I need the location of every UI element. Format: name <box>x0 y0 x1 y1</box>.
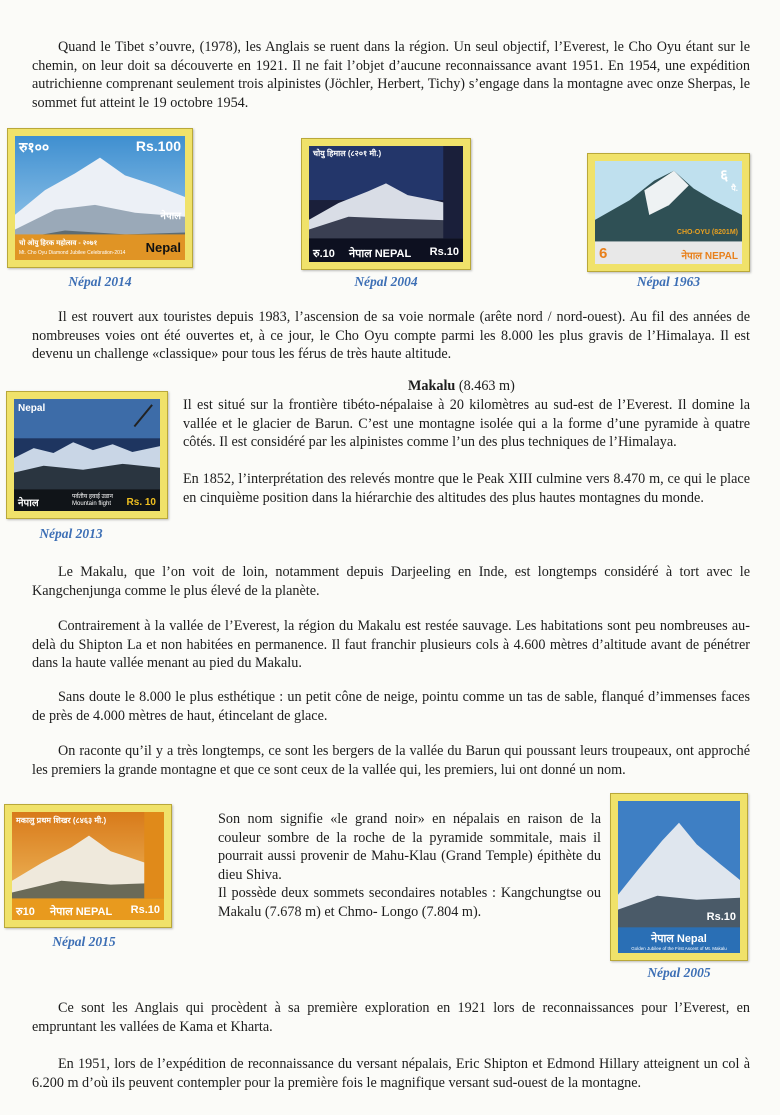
stamp-2013-country: Nepal <box>18 403 46 414</box>
stamp-2014-country: Nepal <box>145 240 181 255</box>
stamp-2014-value-left: रु१०० <box>19 139 50 155</box>
stamp-2005-value: Rs.10 <box>706 911 736 923</box>
stamp-2013-country-np: नेपाल <box>18 498 39 509</box>
stamp-1963-country: नेपाल NEPAL <box>681 251 738 262</box>
stamp-nepal-2004 <box>301 138 471 270</box>
paragraph-makalu-location: Il est situé sur la frontière tibéto-népalaise à 20 kilomètres au sud-est de l’Everest. Il domine la vallée et le glacier de Barun. C’est une montagne isolée qui a la forme d’une pyramide à quatre côtés. Il est considéré par les alpinistes comme l’un des plus techniques de l’Himalaya. <box>183 397 750 451</box>
paragraph-makalu-secondary-summits: Il possède deux sommets secondaires notables : Kangchungtse ou Makalu (7.678 m) et Chmo- Longo (7.804 m). <box>218 885 601 920</box>
stamp-1963-value-np: ६ <box>720 167 728 184</box>
stamp-2013-value: Rs. 10 <box>126 497 156 508</box>
stamp-nepal-2015 <box>4 804 172 928</box>
stamp-2014-inscription: चो ओयु हिरक महोत्सव - २०७१ <box>19 240 98 247</box>
stamp-2015-value-right: Rs.10 <box>130 904 160 916</box>
stamp-1963-value: 6 <box>599 245 608 262</box>
makalu-title: Makalu <box>408 378 456 394</box>
stamp-2014-subtitle: Mt. Cho Oyu Diamond Jubilee Celebration-2014 <box>19 250 126 256</box>
paragraph-makalu-name: Son nom signifie «le grand noir» en népalais en raison de la couleur sombre de la roche de la pyramide sommitale, mais il pourrait aussi provenir de Mahu-Klau (Grand Temple) épithète du dieu Shiva. <box>218 811 601 883</box>
paragraph-makalu-esthetic: Sans doute le 8.000 le plus esthétique : un petit cône de neige, pointu comme un tas de sable, flanqué d’immenses faces de près de 4.000 mètres de haut, étincelant de glace. <box>32 689 750 724</box>
stamp-2005-country: नेपाल Nepal <box>651 933 707 945</box>
paragraph-makalu-first-exploration: Ce sont les Anglais qui procèdent à sa première exploration en 1921 lors de reconnaissances pour l’Everest, en empruntant les vallées de Kama et Kharta. <box>32 1000 750 1035</box>
makalu-heading <box>408 378 515 395</box>
caption-nepal-2015: Népal 2015 <box>52 934 116 949</box>
stamp-2004-value-left: रु.10 <box>313 248 335 260</box>
stamp-2013-flight-np: पर्वतीय हवाई उडान <box>72 494 113 500</box>
stamp-2015-country: नेपाल NEPAL <box>50 906 113 918</box>
stamp-2004-value-right: Rs.10 <box>429 246 459 258</box>
stamp-2004-country: नेपाल NEPAL <box>349 248 412 260</box>
stamp-1963-value-np-unit: पै. <box>731 184 738 193</box>
stamp-nepal-2013 <box>6 391 168 519</box>
caption-nepal-2005: Népal 2005 <box>647 965 711 980</box>
makalu-altitude: (8.463 m) <box>458 378 515 394</box>
caption-nepal-2004: Népal 2004 <box>354 274 418 289</box>
stamp-2014-country-np: नेपाल <box>160 211 181 222</box>
paragraph-makalu-legend: On raconte qu’il y a très longtemps, ce sont les bergers de la vallée du Barun qui poussant leurs troupeaux, ont approché les premiers la grande montagne et que ce sont ceux de la vallée qui, les premiers, lui ont donné un nom. <box>32 743 750 778</box>
caption-nepal-1963: Népal 1963 <box>636 274 701 289</box>
cho-oyu-night-image <box>309 146 463 262</box>
paragraph-makalu-valley: Contrairement à la vallée de l’Everest, la région du Makalu est restée sauvage. Les habitations sont peu nombreuses au-delà du Shipton La et non habitées en permanence. Il faut franchir plusieurs cols à 4.600 mètres d’altitude avant de pénétrer dans la haute vallée menant au pied du Makalu. <box>32 618 750 672</box>
paragraph-makalu-survey: En 1852, l’interprétation des relevés montre que le Peak XIII culmine vers 8.470 m, ce qui le place en cinquième position dans la hiérarchie des altitudes des plus hautes montagnes du monde. <box>183 471 750 506</box>
paragraph-cho-oyu-tourism: Il est rouvert aux touristes depuis 1983, l’ascension de sa voie normale (arête nord / nord-ouest). Au fil des années de nombreuses voies ont été ouvertes et, à ce jour, le Cho Oyu compte parmi les 8.000 les plus gravis de l’Himalaya. Il est devenu un challenge «classique» pour tous les férus de très haute altitude. <box>32 309 750 363</box>
caption-nepal-2014: Népal 2014 <box>68 274 132 289</box>
paragraph-makalu-darjeeling: Le Makalu, que l’on voit de loin, notamment depuis Darjeeling en Inde, est longtemps considéré à tort avec le Kangchenjunga comme le plus élevé de la planète. <box>32 564 750 599</box>
stamp-nepal-2005 <box>610 793 748 961</box>
stamp-2005-subtitle: Golden Jubilee of the First Ascent of Mt. Makalu <box>631 946 727 951</box>
stamp-2015-inscription: मकालु प्रथम शिखर (८४६३ मी.) <box>16 816 107 825</box>
stamp-1963-label: CHO-OYU (8201M) <box>676 229 738 236</box>
caption-nepal-2013: Népal 2013 <box>39 526 103 541</box>
stamp-nepal-1963 <box>587 153 750 272</box>
stamp-2015-value-left: रु10 <box>16 906 35 918</box>
stamp-2014-value-right: Rs.100 <box>135 138 181 154</box>
stamp-2004-inscription: चोयु हिमाल (८२०१ मी.) <box>313 149 382 158</box>
paragraph-makalu-1951-expedition: En 1951, lors de l’expédition de reconnaissance du versant népalais, Eric Shipton et Edmond Hillary atteignent un col à 6.200 m d’où ils peuvent contempler pour la première fois le magnifique versant sud-ouest de la montagne. <box>32 1056 750 1091</box>
stamp-2013-flight: Mountain flight <box>72 501 112 507</box>
stamp-nepal-2014 <box>7 128 193 268</box>
paragraph-cho-oyu-history: Quand le Tibet s’ouvre, (1978), les Anglais se ruent dans la région. Un seul objectif, l’Everest, le Cho Oyu étant sur le chemin, on leur doit sa découverte en 1921. Il ne fait l’objet d’aucune reconnaissance avant 1951. En 1954, une expédition autrichienne comprenant seulement trois alpinistes (Jöchler, Herbert, Tichy) s’engage dans la montagne avec onze Sherpas, le sommet fut atteint le 19 octobre 1954. <box>32 39 750 111</box>
